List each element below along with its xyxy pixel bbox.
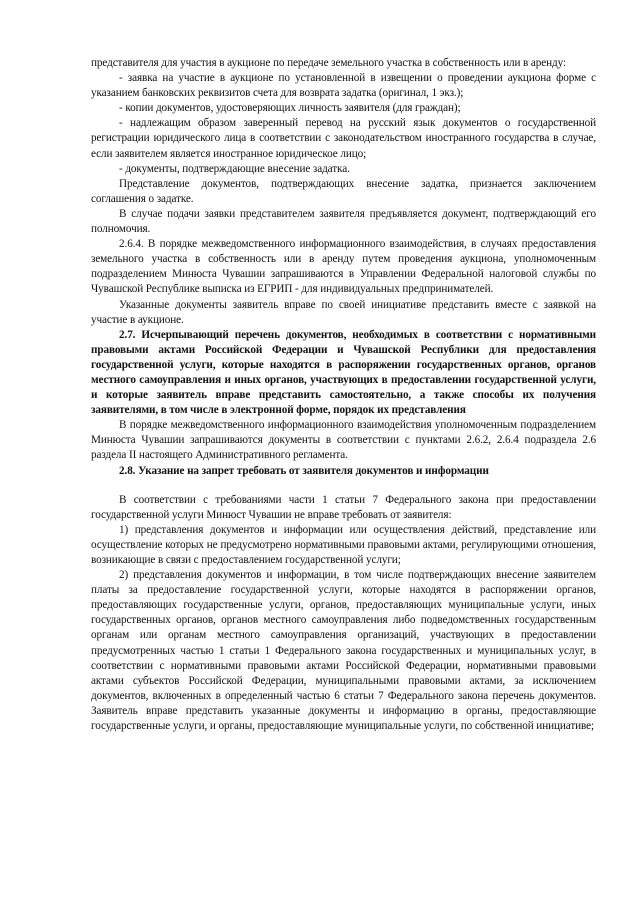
- paragraph-own-initiative: Указанные документы заявитель вправе по своей инициативе представить вместе с заявкой на участие в аукционе.: [91, 298, 596, 326]
- paragraph-deposit-agreement: Представление документов, подтверждающих внесение задатка, признается заключением соглашения о задатке.: [91, 177, 596, 205]
- list-item-2: 2) представления документов и информации, в том числе подтверждающих внесение заявителем платы за предоставление государственной услуги, которые находятся в распоряжении органов, предоставляющих государственные услуги, органов, предоставляющих муниципальные услуги, иных государственных органов, органов местного самоуправления либо подведомственных государственным органам или органам местного самоуправления организаций, участвующих в предоставлении предусмотренных частью 1 статьи 1 Федерального закона государственных и муниципальных услуг, в соответствии с нормативными правовыми актами Российской Федерации, нормативными правовыми актами субъектов Российской Федерации, муниципальными правовыми актами, за исключением документов, включенных в определенный частью 6 статьи 7 Федерального закона перечень документов. Заявитель вправе представить указанные документы и информацию в органы, предоставляющие государственные услуги, и органы, предоставляющие муниципальные услуги, по собственной инициативе;: [91, 569, 596, 733]
- paragraph-continuation: представителя для участия в аукционе по передаче земельного участка в собственность или в аренду:: [91, 57, 566, 69]
- paragraph-requirements: В соответствии с требованиями части 1 статьи 7 Федерального закона при предоставлении государственной услуги Минюст Чувашии не вправе требовать от заявителя:: [91, 493, 596, 521]
- section-heading-2-8: 2.8. Указание на запрет требовать от заявителя документов и информации: [119, 464, 489, 477]
- document-body: [91, 56, 596, 734]
- list-item-id-copies: - копии документов, удостоверяющих личность заявителя (для граждан);: [119, 102, 461, 115]
- paragraph-interagency: В порядке межведомственного информационного взаимодействия уполномоченным подразделением Минюста Чувашии запрашиваются документы в соответствии с пунктами 2.6.2, 2.6.4 подраздела 2.6 раздела II настоящего Административного регламента.: [91, 419, 596, 462]
- paragraph-representative: В случае подачи заявки представителем заявителя предъявляется документ, подтверждающий его полномочия.: [91, 207, 596, 236]
- list-item-1: 1) представления документов и информации или осуществления действий, представление или осуществление которых не предусмотрено нормативными правовыми актами, регулирующими отношения, возникающие в связи с предоставлением государственной услуги;: [91, 523, 596, 566]
- section-heading-2-7: 2.7. Исчерпывающий перечень документов, необходимых в соответствии с нормативными правовыми актами Российской Федерации и Чувашской Республики для предоставления государственной услуги, которые находятся в распоряжении государственных органов, органов местного самоуправления и иных органов, участвующих в предоставлении государственной услуги, и которые заявитель вправе представить самостоятельно, а также способы их получения заявителями, в том числе в электронной форме, порядок их представления: [91, 328, 596, 417]
- list-item-deposit-docs: - документы, подтверждающие внесение задатка.: [119, 162, 350, 175]
- list-item-translation: - надлежащим образом заверенный перевод на русский язык документов о государственной регистрации юридического лица в соответствии с законодательством иностранного государства в случае, если заявителем является иностранное юридическое лицо;: [91, 117, 596, 160]
- list-item-application: - заявка на участие в аукционе по установленной в извещении о проведении аукциона форме с указанием банковских реквизитов счета для возврата задатка (оригинал, 1 экз.);: [91, 72, 596, 100]
- paragraph-2-6-4: 2.6.4. В порядке межведомственного информационного взаимодействия, в случаях предоставления земельного участка в собственность или в аренду путем проведения аукциона, уполномоченным подразделением Минюста Чувашии запрашиваются в Управлении Федеральной налоговой службы по Чувашской Республике выписка из ЕГРИП - для индивидуальных предпринимателей.: [91, 238, 596, 296]
